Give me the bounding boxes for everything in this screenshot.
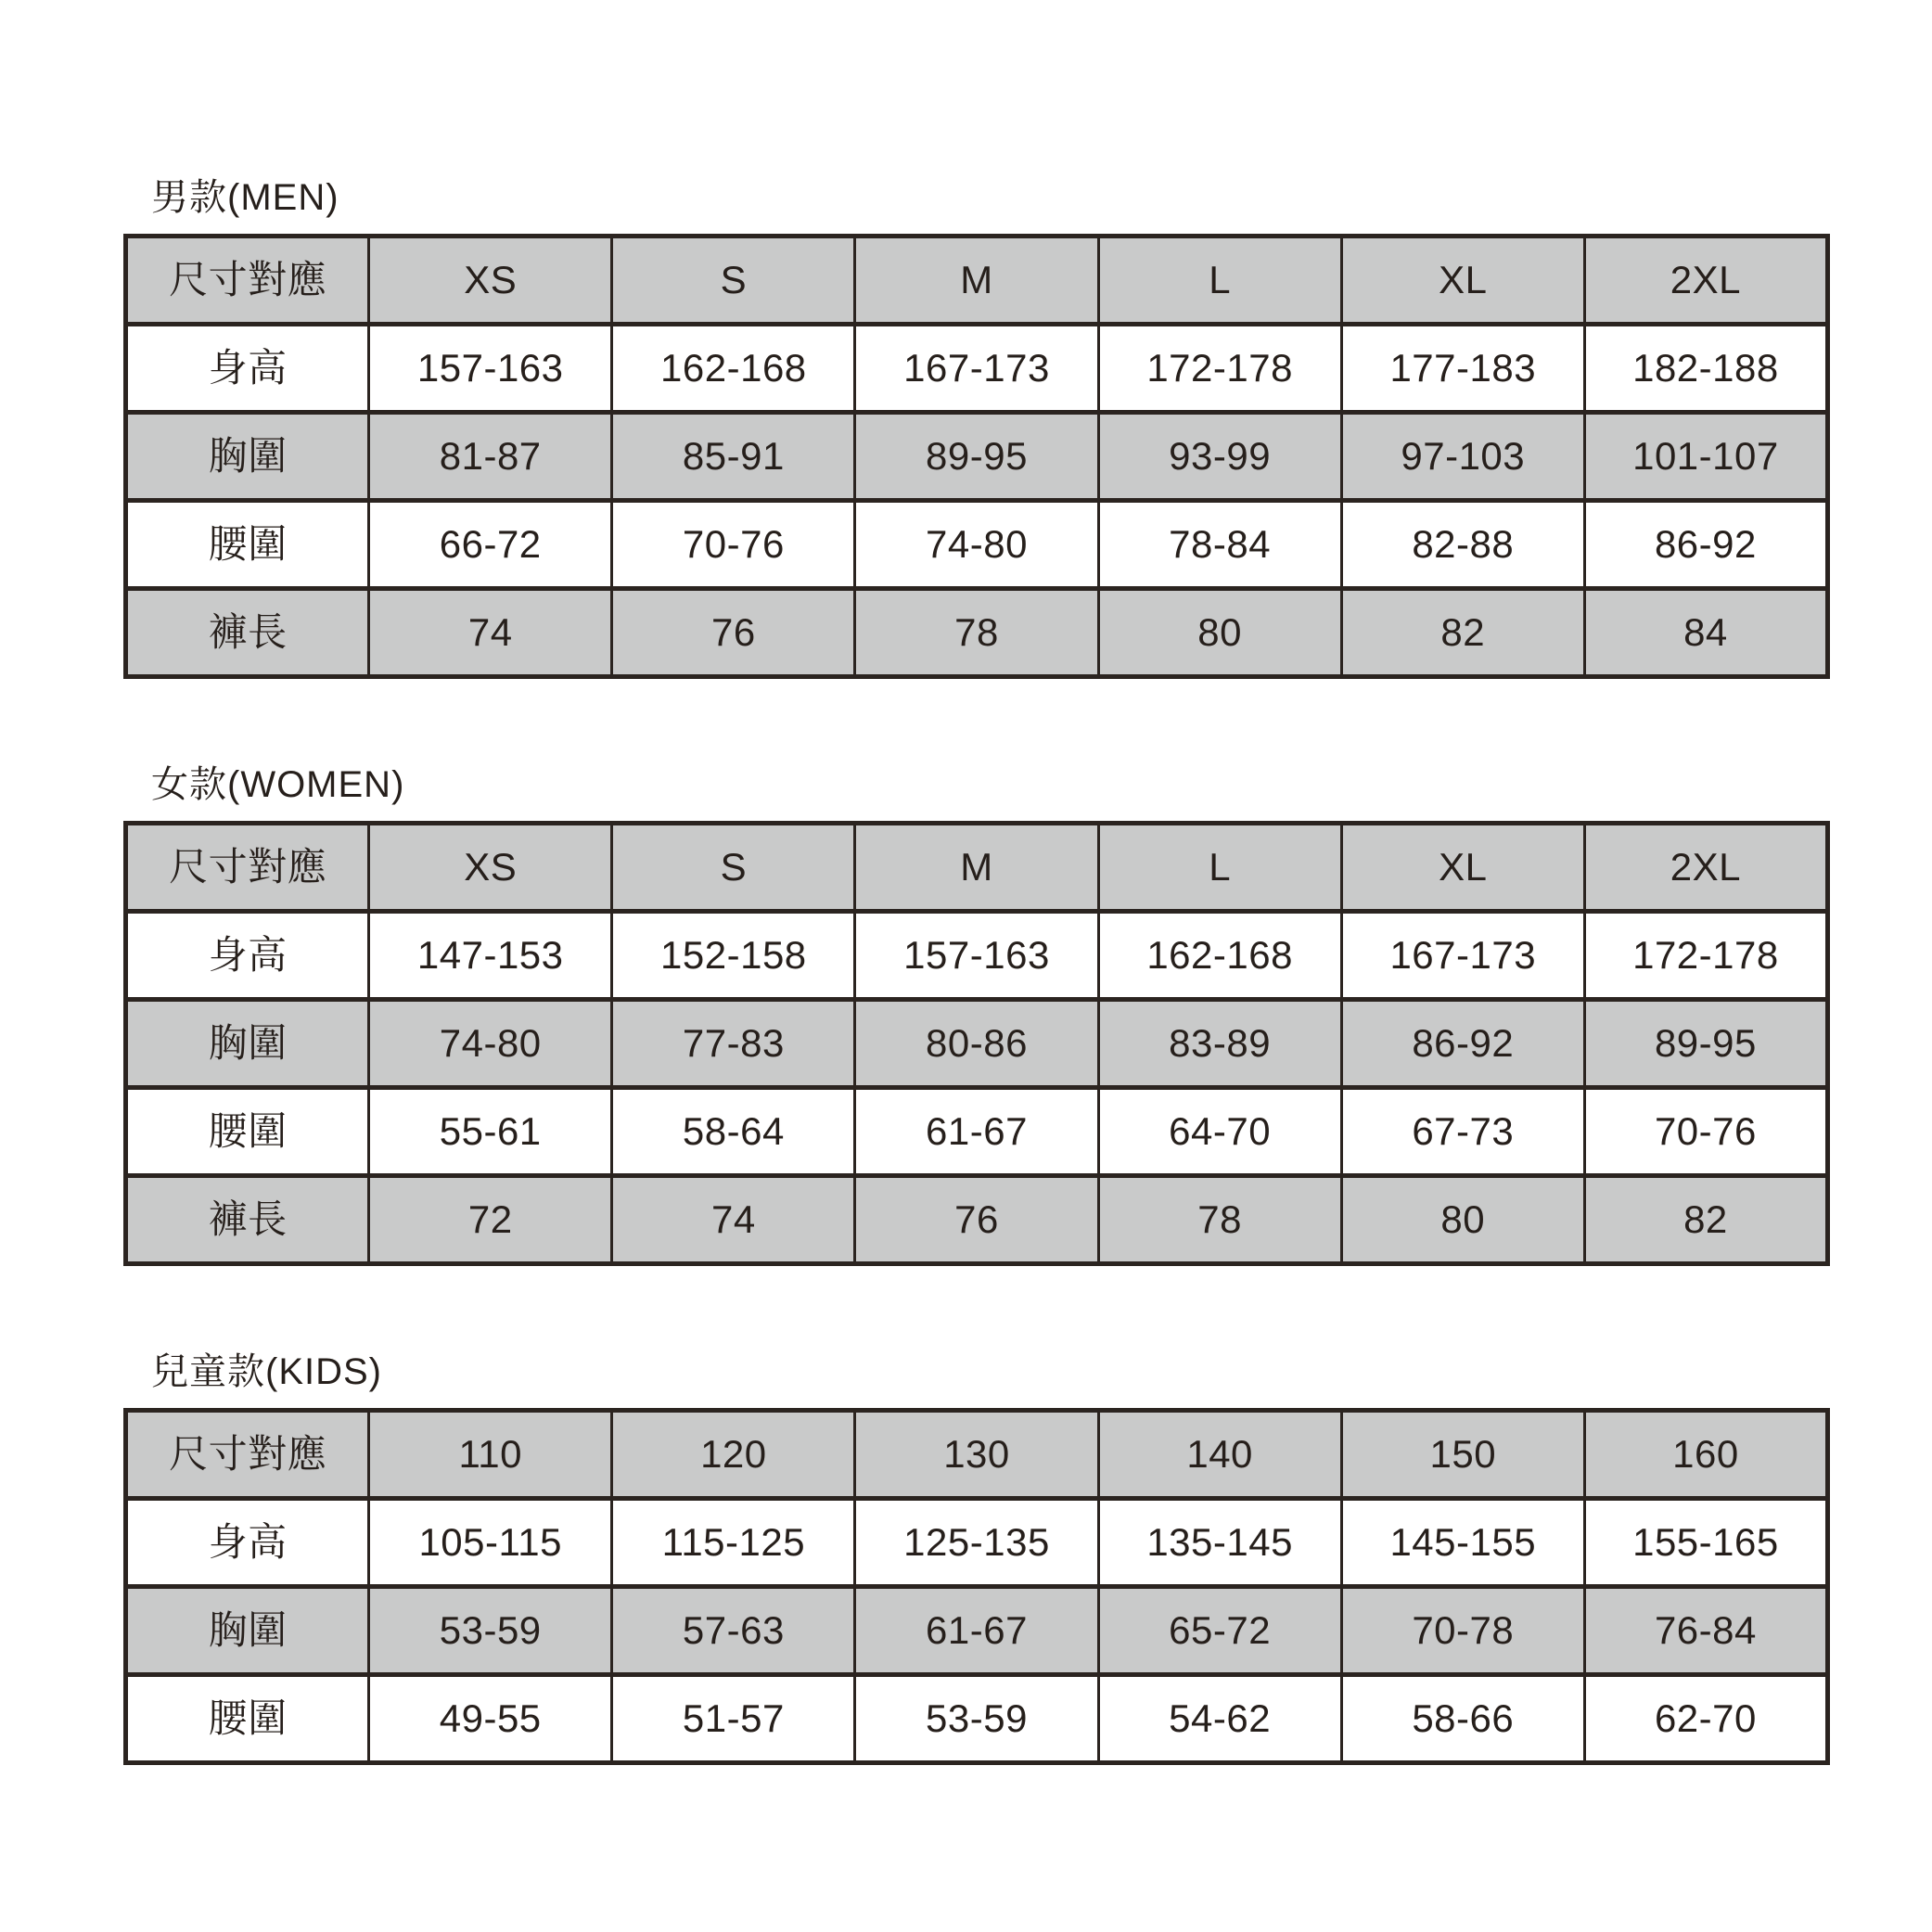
value-cell: 177-183 [1341, 325, 1584, 413]
value-cell: 167-173 [855, 325, 1098, 413]
table-row [126, 1088, 1828, 1176]
column-header-cell: L [1098, 824, 1341, 912]
value-cell: 86-92 [1341, 1000, 1584, 1088]
value-cell: 82 [1584, 1176, 1827, 1264]
value-cell: 70-76 [612, 501, 855, 589]
value-cell: 89-95 [855, 413, 1098, 501]
value-cell: 86-92 [1584, 501, 1827, 589]
column-header-cell: M [855, 824, 1098, 912]
header-row [126, 237, 1828, 325]
column-header-cell: M [855, 237, 1098, 325]
value-cell: 61-67 [855, 1088, 1098, 1176]
value-cell: 51-57 [612, 1675, 855, 1763]
size-label-header-cell: 尺寸對應 [126, 824, 369, 912]
table-row [126, 413, 1828, 501]
column-header-cell: 130 [855, 1411, 1098, 1499]
value-cell: 70-78 [1341, 1587, 1584, 1675]
value-cell: 167-173 [1341, 912, 1584, 1000]
women-size-table [123, 821, 1830, 1266]
row-label-cell: 腰圍 [126, 501, 369, 589]
value-cell: 147-153 [369, 912, 612, 1000]
value-cell: 57-63 [612, 1587, 855, 1675]
value-cell: 125-135 [855, 1499, 1098, 1587]
column-header-cell: XS [369, 237, 612, 325]
table-row [126, 912, 1828, 1000]
value-cell: 58-64 [612, 1088, 855, 1176]
value-cell: 72 [369, 1176, 612, 1264]
value-cell: 85-91 [612, 413, 855, 501]
women-section-title: 女款(WOMEN) [151, 764, 405, 805]
value-cell: 65-72 [1098, 1587, 1341, 1675]
value-cell: 82 [1341, 589, 1584, 677]
row-label-cell: 胸圍 [126, 1587, 369, 1675]
value-cell: 74-80 [855, 501, 1098, 589]
row-label-cell: 身高 [126, 1499, 369, 1587]
column-header-cell: 2XL [1584, 237, 1827, 325]
value-cell: 162-168 [612, 325, 855, 413]
value-cell: 64-70 [1098, 1088, 1341, 1176]
value-cell: 78-84 [1098, 501, 1341, 589]
row-label-cell: 身高 [126, 325, 369, 413]
value-cell: 84 [1584, 589, 1827, 677]
value-cell: 172-178 [1098, 325, 1341, 413]
column-header-cell: S [612, 237, 855, 325]
value-cell: 53-59 [855, 1675, 1098, 1763]
value-cell: 74 [612, 1176, 855, 1264]
column-header-cell: S [612, 824, 855, 912]
women-size-section [123, 763, 1830, 1266]
value-cell: 80-86 [855, 1000, 1098, 1088]
value-cell: 76 [855, 1176, 1098, 1264]
value-cell: 54-62 [1098, 1675, 1341, 1763]
row-label-cell: 胸圍 [126, 413, 369, 501]
value-cell: 58-66 [1341, 1675, 1584, 1763]
value-cell: 76-84 [1584, 1587, 1827, 1675]
row-label-cell: 褲長 [126, 589, 369, 677]
value-cell: 172-178 [1584, 912, 1827, 1000]
value-cell: 115-125 [612, 1499, 855, 1587]
value-cell: 93-99 [1098, 413, 1341, 501]
table-row [126, 1499, 1828, 1587]
kids-size-table [123, 1408, 1830, 1765]
value-cell: 53-59 [369, 1587, 612, 1675]
value-cell: 78 [855, 589, 1098, 677]
table-row [126, 1587, 1828, 1675]
value-cell: 80 [1341, 1176, 1584, 1264]
value-cell: 66-72 [369, 501, 612, 589]
row-label-cell: 身高 [126, 912, 369, 1000]
header-row [126, 1411, 1828, 1499]
kids-size-section [123, 1350, 1830, 1765]
value-cell: 81-87 [369, 413, 612, 501]
value-cell: 49-55 [369, 1675, 612, 1763]
row-label-cell: 胸圍 [126, 1000, 369, 1088]
value-cell: 152-158 [612, 912, 855, 1000]
column-header-cell: 140 [1098, 1411, 1341, 1499]
value-cell: 105-115 [369, 1499, 612, 1587]
men-section-title: 男款(MEN) [151, 177, 339, 218]
column-header-cell: 110 [369, 1411, 612, 1499]
column-header-cell: 150 [1341, 1411, 1584, 1499]
column-header-cell: XL [1341, 824, 1584, 912]
value-cell: 77-83 [612, 1000, 855, 1088]
table-row [126, 1000, 1828, 1088]
value-cell: 61-67 [855, 1587, 1098, 1675]
value-cell: 74 [369, 589, 612, 677]
column-header-cell: 2XL [1584, 824, 1827, 912]
value-cell: 82-88 [1341, 501, 1584, 589]
value-cell: 55-61 [369, 1088, 612, 1176]
value-cell: 157-163 [369, 325, 612, 413]
row-label-cell: 腰圍 [126, 1088, 369, 1176]
value-cell: 97-103 [1341, 413, 1584, 501]
value-cell: 155-165 [1584, 1499, 1827, 1587]
value-cell: 182-188 [1584, 325, 1827, 413]
value-cell: 67-73 [1341, 1088, 1584, 1176]
row-label-cell: 褲長 [126, 1176, 369, 1264]
column-header-cell: 120 [612, 1411, 855, 1499]
men-size-section [123, 176, 1830, 679]
table-row [126, 1176, 1828, 1264]
value-cell: 157-163 [855, 912, 1098, 1000]
header-row [126, 824, 1828, 912]
table-row [126, 589, 1828, 677]
column-header-cell: L [1098, 237, 1341, 325]
value-cell: 83-89 [1098, 1000, 1341, 1088]
value-cell: 162-168 [1098, 912, 1341, 1000]
value-cell: 135-145 [1098, 1499, 1341, 1587]
value-cell: 101-107 [1584, 413, 1827, 501]
value-cell: 145-155 [1341, 1499, 1584, 1587]
kids-section-title: 兒童款(KIDS) [151, 1351, 382, 1392]
table-row [126, 1675, 1828, 1763]
row-label-cell: 腰圍 [126, 1675, 369, 1763]
column-header-cell: XL [1341, 237, 1584, 325]
value-cell: 78 [1098, 1176, 1341, 1264]
table-row [126, 501, 1828, 589]
value-cell: 80 [1098, 589, 1341, 677]
value-cell: 89-95 [1584, 1000, 1827, 1088]
value-cell: 70-76 [1584, 1088, 1827, 1176]
value-cell: 76 [612, 589, 855, 677]
size-label-header-cell: 尺寸對應 [126, 237, 369, 325]
men-size-table [123, 234, 1830, 679]
value-cell: 62-70 [1584, 1675, 1827, 1763]
table-row [126, 325, 1828, 413]
size-label-header-cell: 尺寸對應 [126, 1411, 369, 1499]
column-header-cell: 160 [1584, 1411, 1827, 1499]
column-header-cell: XS [369, 824, 612, 912]
value-cell: 74-80 [369, 1000, 612, 1088]
